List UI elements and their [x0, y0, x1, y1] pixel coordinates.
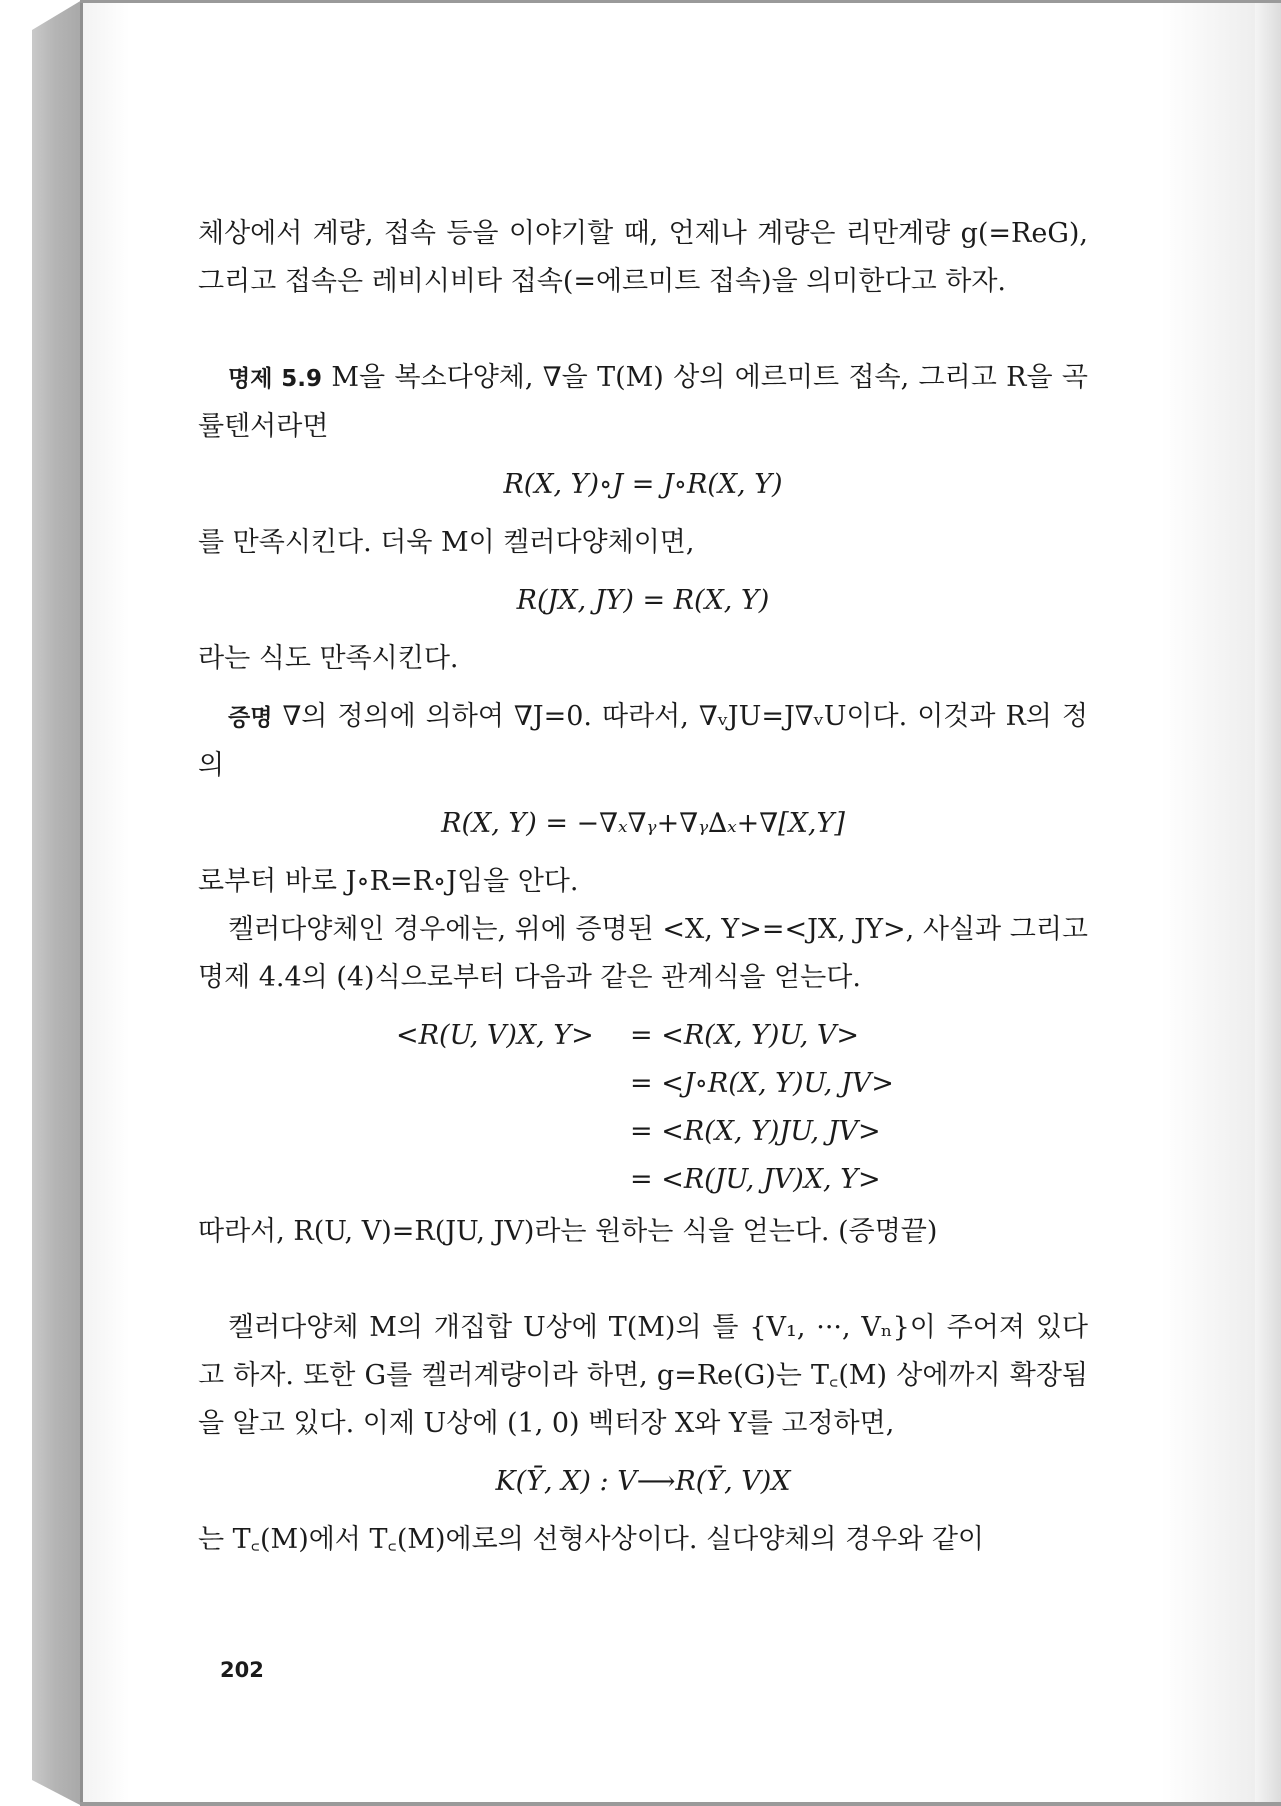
equation-4-lhs: <R(U, V)X, Y>: [396, 1020, 594, 1051]
paragraph-kahler-case: 켈러다양체인 경우에는, 위에 증명된 <X, Y>=<JX, JY>, 사실과 그리고 명제 4.4의 (4)식으로부터 다음과 같은 관계식을 얻는다.: [198, 914, 1088, 993]
equation-4-line-2: = <J∘R(X, Y)U, JV>: [630, 1068, 894, 1099]
page-bottom-border: [80, 1802, 1281, 1806]
equation-4-line-4: = <R(JU, JV)X, Y>: [630, 1164, 881, 1195]
page-number: 202: [220, 1658, 264, 1682]
book-spine: [32, 0, 82, 1806]
proof: [198, 693, 1088, 790]
paragraph-intro: 체상에서 계량, 접속 등을 이야기할 때, 언제나 계량은 리만계량 g(=ReG), 그리고 접속은 레비시비타 접속(=에르미트 접속)을 의미한다고 하자.: [198, 218, 1088, 297]
equation-4-block: [198, 1012, 1088, 1208]
paragraph-kahler-condition: 를 만족시킨다. 더욱 M이 켈러다양체이면,: [198, 527, 695, 558]
page-top-border: [80, 0, 1281, 3]
proposition: [198, 354, 1088, 451]
proposition-text: M을 복소다양체, ∇을 T(M) 상의 에르미트 접속, 그리고 R을 곡률텐서라면: [198, 362, 1088, 442]
paragraph-proof-end: 따라서, R(U, V)=R(JU, JV)라는 원하는 식을 얻는다. (증명끝): [198, 1216, 938, 1247]
page-text: [198, 210, 1088, 1564]
proof-label: 증명: [228, 705, 273, 731]
equation-4-line-1: = <R(X, Y)U, V>: [630, 1020, 859, 1051]
paragraph-therefore: 로부터 바로 J∘R=R∘J임을 안다.: [198, 866, 579, 897]
page-right-shadow: [1255, 0, 1281, 1806]
equation-1: R(X, Y)∘J = J∘R(X, Y): [503, 469, 783, 500]
paragraph-also-satisfies: 라는 식도 만족시킨다.: [198, 643, 459, 674]
proof-text: ∇의 정의에 의하여 ∇J=0. 따라서, ∇ᵥJU=J∇ᵥU이다. 이것과 R의 정의: [198, 701, 1088, 781]
equation-5: K(Ȳ, X) : V⟶R(Ȳ, V)X: [495, 1466, 791, 1497]
equation-4-line-3: = <R(X, Y)JU, JV>: [630, 1116, 881, 1147]
proposition-label: 명제 5.9: [228, 366, 322, 392]
equation-2: R(JX, JY) = R(X, Y): [516, 585, 770, 616]
paragraph-frame: 켈러다양체 M의 개집합 U상에 T(M)의 틀 {V₁, ···, Vₙ}이 주어져 있다고 하자. 또한 G를 켈러계량이라 하면, g=Re(G)는 T꜀(M) 상에까지 확장됨을 알고 있다. 이제 U상에 (1, 0) 벡터장 X와 Y를 고정하면,: [198, 1312, 1088, 1439]
equation-3: R(X, Y) = −∇ₓ∇ᵧ+∇ᵧ∆ₓ+∇[X,Y]: [441, 808, 845, 839]
paragraph-linear-map: 는 T꜀(M)에서 T꜀(M)에로의 선형사상이다. 실다양체의 경우와 같이: [198, 1524, 985, 1555]
